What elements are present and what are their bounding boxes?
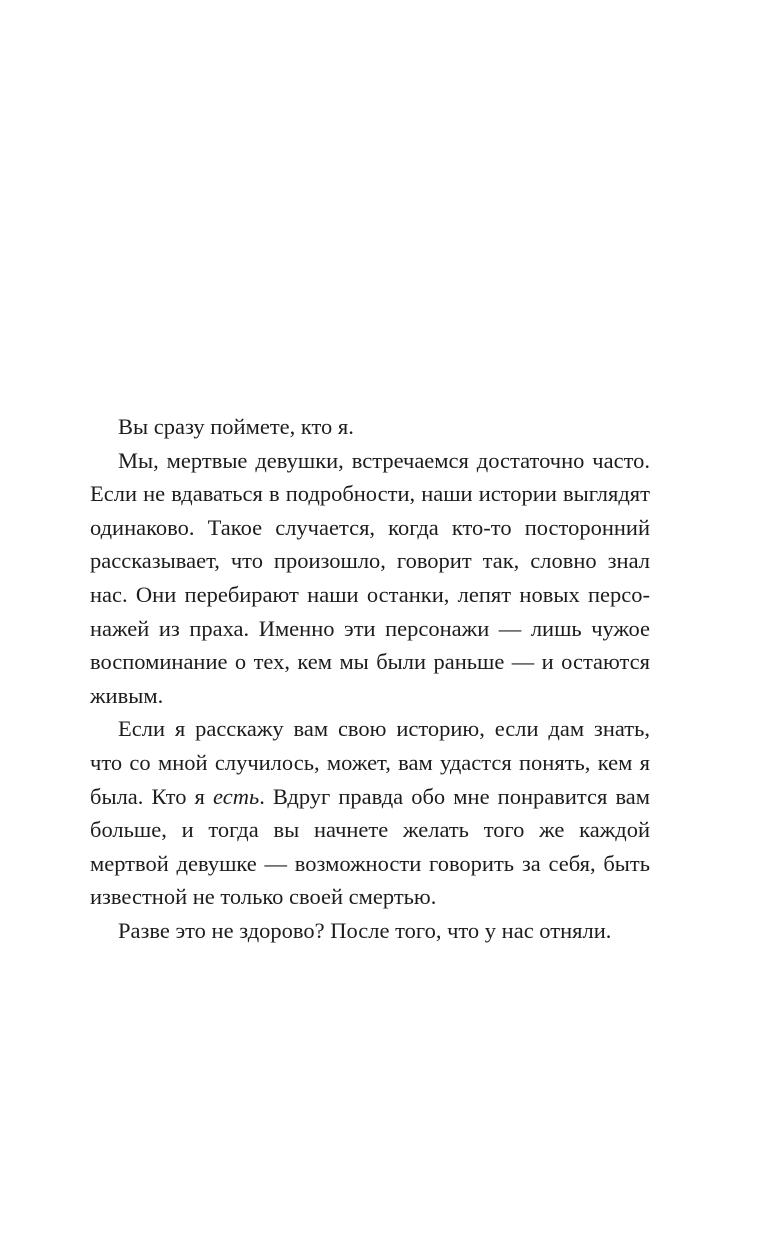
paragraph-2: Мы, мертвые девушки, встречаемся достаточно часто. Если не вдаваться в подробности, наши истории выглядят одинаково. Такое случается, когда кто-то посторонний рассказывает, что произошло, говорит так, словно знал нас. Они перебирают наши останки, лепят новых персонажей из праха. Именно эти персонажи — лишь чужое воспоминание о тех, кем мы были раньше — и остаются живым. <box>90 447 650 708</box>
paragraph-3-text-before-emphasis: Если я расскажу вам свою историю, если дам знать, что со мной случилось, может, вам удастся понять, кем я была. Кто я <box>90 716 650 809</box>
paragraph-4: Разве это не здорово? После того, что у нас отняли. <box>118 917 612 943</box>
paragraph-3-text-after-emphasis: . Вдруг правда обо мне понравится вам больше, и тогда вы начнете желать того же каждой мертвой девушке — возможности говорить за себя, быть известной не только своей смертью. <box>90 783 650 910</box>
paragraph-3 <box>90 712 650 914</box>
paragraph-1: Вы сразу поймете, кто я. <box>118 414 354 439</box>
emphasized-word: есть <box>213 783 260 809</box>
body-text <box>90 410 650 948</box>
